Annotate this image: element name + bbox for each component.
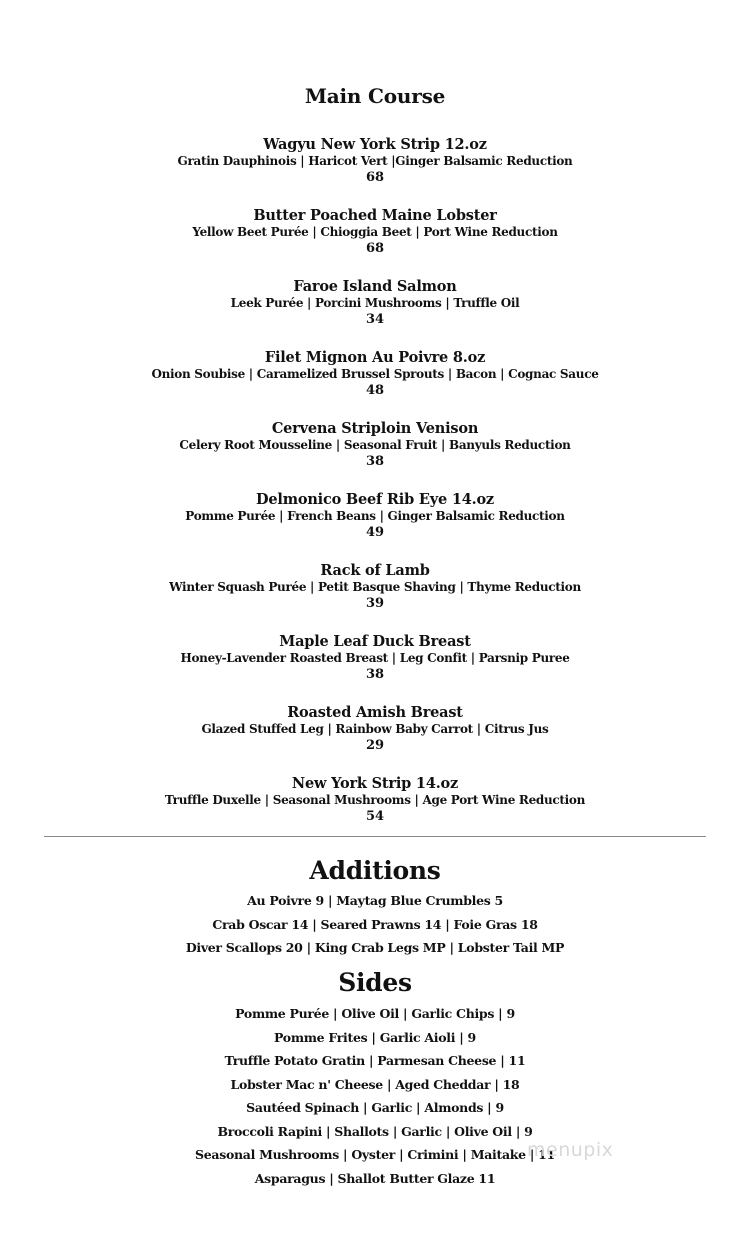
dish-description: Yellow Beet Purée | Chioggia Beet | Port Wine Reduction [192, 225, 558, 239]
sides-title: Sides [338, 968, 412, 997]
dish-item [0, 420, 750, 491]
dish-price: 39 [365, 596, 385, 611]
additions-title: Additions [309, 856, 441, 885]
side-item: Seasonal Mushrooms | Oyster | Crimini | Maitake | 11 [195, 1147, 555, 1162]
additions-list [0, 889, 750, 960]
dish-name: Roasted Amish Breast [287, 704, 463, 721]
dish-description: Glazed Stuffed Leg | Rainbow Baby Carrot | Citrus Jus [201, 722, 549, 736]
dish-item [0, 349, 750, 420]
addition-item: Au Poivre 9 | Maytag Blue Crumbles 5 [247, 893, 503, 908]
dish-description: Winter Squash Purée | Petit Basque Shaving | Thyme Reduction [169, 580, 581, 594]
dish-price: 29 [365, 738, 385, 753]
main-course-title: Main Course [304, 84, 446, 108]
dish-name: Maple Leaf Duck Breast [279, 633, 471, 650]
dish-name: Filet Mignon Au Poivre 8.oz [264, 349, 486, 366]
dish-item [0, 704, 750, 775]
dish-item [0, 562, 750, 633]
side-item: Asparagus | Shallot Butter Glaze 11 [254, 1170, 496, 1186]
side-item: Lobster Mac n' Cheese | Aged Cheddar | 18 [230, 1076, 520, 1092]
dish-item [0, 491, 750, 562]
dish-name: New York Strip 14.oz [291, 775, 459, 792]
dish-name: Delmonico Beef Rib Eye 14.oz [256, 491, 494, 508]
section-divider [44, 836, 706, 837]
dish-price: 38 [365, 454, 385, 469]
dish-name: Cervena Striploin Venison [271, 420, 479, 437]
side-item: Broccoli Rapini | Shallots | Garlic | Olive Oil | 9 [217, 1123, 533, 1139]
dish-name: Butter Poached Maine Lobster [253, 207, 497, 224]
dish-name: Wagyu New York Strip 12.oz [263, 136, 487, 153]
dish-description: Leek Purée | Porcini Mushrooms | Truffle Oil [230, 296, 520, 310]
dish-price: 54 [365, 809, 385, 824]
dish-description: Honey-Lavender Roasted Breast | Leg Confit | Parsnip Puree [180, 651, 570, 665]
dish-name: Rack of Lamb [320, 562, 430, 579]
dish-description: Gratin Dauphinois | Haricot Vert |Ginger Balsamic Reduction [177, 154, 573, 168]
dish-price: 49 [365, 525, 385, 540]
dish-price: 68 [365, 170, 385, 185]
menupix-watermark: menupix [527, 1139, 614, 1161]
dish-description: Pomme Purée | French Beans | Ginger Balsamic Reduction [185, 509, 565, 523]
dish-item [0, 278, 750, 349]
side-item: Sautéed Spinach | Garlic | Almonds | 9 [246, 1100, 504, 1115]
dish-price: 34 [365, 312, 385, 327]
sides-list [0, 1002, 750, 1190]
dish-item [0, 136, 750, 207]
main-course-list [0, 136, 750, 846]
side-item: Truffle Potato Gratin | Parmesan Cheese | 11 [224, 1053, 526, 1068]
addition-item: Diver Scallops 20 | King Crab Legs MP | Lobster Tail MP [185, 940, 565, 955]
dish-price: 48 [365, 383, 385, 398]
dish-description: Celery Root Mousseline | Seasonal Fruit | Banyuls Reduction [179, 438, 571, 452]
dish-price: 38 [365, 667, 385, 682]
side-item: Pomme Frites | Garlic Aioli | 9 [274, 1029, 476, 1045]
dish-item [0, 633, 750, 704]
dish-description: Onion Soubise | Caramelized Brussel Sprouts | Bacon | Cognac Sauce [151, 367, 599, 381]
side-item: Pomme Purée | Olive Oil | Garlic Chips | 9 [235, 1006, 515, 1021]
dish-item [0, 207, 750, 278]
addition-item: Crab Oscar 14 | Seared Prawns 14 | Foie Gras 18 [212, 916, 538, 932]
dish-price: 68 [365, 241, 385, 256]
dish-name: Faroe Island Salmon [293, 278, 457, 295]
dish-description: Truffle Duxelle | Seasonal Mushrooms | Age Port Wine Reduction [164, 793, 586, 807]
